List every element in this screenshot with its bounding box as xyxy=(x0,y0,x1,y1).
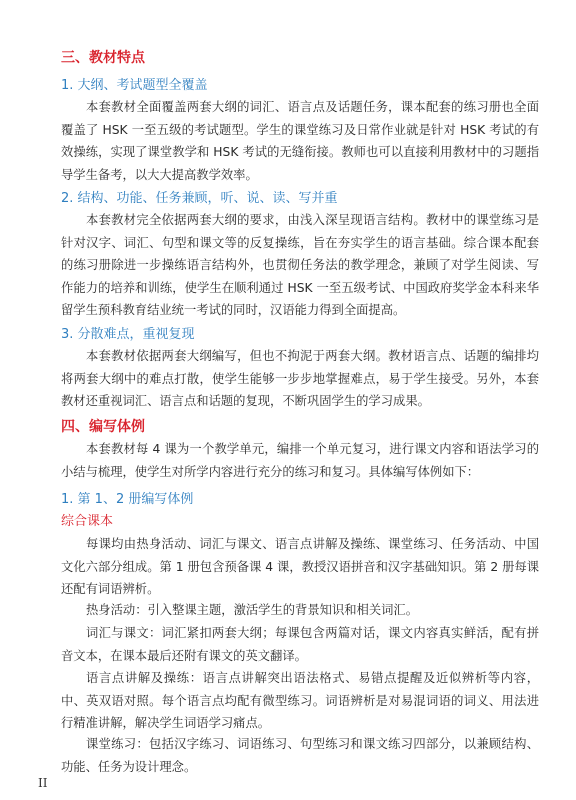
page-number: II xyxy=(38,776,48,790)
paragraph-format-intro: 本套教材每 4 课为一个教学单元，编排一个单元复习，进行课文内容和语法学习的小结与梳理，使学生对所学内容进行充分的练习和复习。具体编写体例如下： xyxy=(61,442,539,479)
paragraph-warm-up: 热身活动：引入整课主题，激活学生的背景知识和相关词汇。 xyxy=(86,603,419,617)
subheading-books-1-2: 1. 第 1、2 册编写体例 xyxy=(61,492,194,507)
paragraph-class-exercises: 课堂练习：包括汉字练习、词语练习、句型练习和课文练习四部分，以兼顾结构、功能、任务为设计理念。 xyxy=(61,737,539,774)
subheading-comprehensive-textbook: 综合课本 xyxy=(61,514,114,529)
paragraph-lesson-composition: 每课均由热身活动、词汇与课文、语言点讲解及操练、课堂练习、任务活动、中国文化六部分组成。第 1 册包含预备课 4 课，教授汉语拼音和汉字基础知识。第 2 册每课还配有词语辨析。 xyxy=(61,537,539,597)
subheading-difficulty-review: 3. 分散难点，重视复现 xyxy=(61,327,195,342)
paragraph-syllabus-coverage: 本套教材全面覆盖两套大纲的词汇、语言点及话题任务，课本配套的练习册也全面覆盖了 HSK 一至五级的考试题型。学生的课堂练习及日常作业就是针对 HSK 考试的有效操练，实现了课堂教学和 HSK 考试的无缝衔接。教师也可以直接利用教材中的习题指导学生备考，以大大提高教学效率。 xyxy=(61,100,539,182)
subheading-syllabus-coverage: 1. 大纲、考试题型全覆盖 xyxy=(61,78,208,93)
subheading-structure-function: 2. 结构、功能、任务兼顾，听、说、读、写并重 xyxy=(61,191,338,206)
paragraph-grammar-points: 语言点讲解及操练：语言点讲解突出语法格式、易错点提醒及近似辨析等内容，中、英双语对照。每个语言点均配有微型练习。词语辨析是对易混词语的词义、用法进行精准讲解，解决学生词语学习痛点。 xyxy=(61,671,539,731)
section-heading-format: 四、编写体例 xyxy=(61,419,145,435)
paragraph-vocabulary-text: 词汇与课文：词汇紧扣两套大纲；每课包含两篇对话，课文内容真实鲜活，配有拼音文本，在课本最后还附有课文的英文翻译。 xyxy=(61,626,539,663)
paragraph-structure-function: 本套教材完全依据两套大纲的要求，由浅入深呈现语言结构。教材中的课堂练习是针对汉字、词汇、句型和课文等的反复操练，旨在夯实学生的语言基础。综合课本配套的练习册除进一步操练语言结构外，也贯彻任务法的教学理念，兼顾了对学生阅读、写作能力的培养和训练，使学生在顺利通过 HSK 一至五级考试、中国政府奖学金本科来华留学生预科教育结业统一考试的同时，汉语能力得到全面提高。 xyxy=(61,213,539,318)
paragraph-difficulty-review: 本套教材依据两套大纲编写，但也不拘泥于两套大纲。教材语言点、话题的编排均将两套大纲中的难点打散，使学生能够一步步地掌握难点，易于学生接受。另外，本套教材还重视词汇、语言点和话题的复现，不断巩固学生的学习成果。 xyxy=(61,349,539,409)
section-heading-features: 三、教材特点 xyxy=(61,50,145,66)
